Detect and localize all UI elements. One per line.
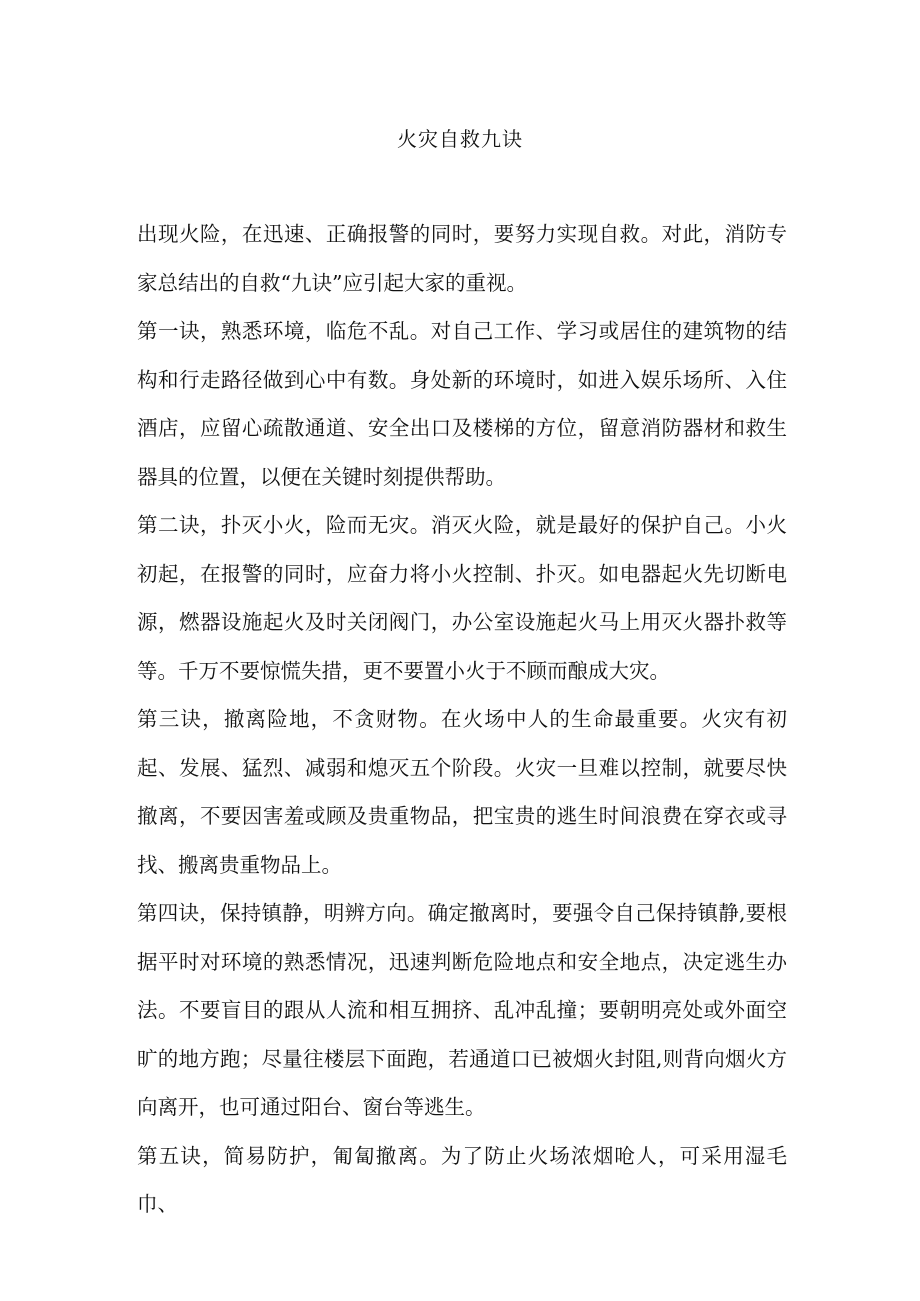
document-title: 火灾自救九诀 (397, 127, 523, 151)
paragraph-rule-2: 第二诀，扑灭小火，险而无灾。消灭火险，就是最好的保护自己。小火初起，在报警的同时，应奋力将小火控制、扑灭。如电器起火先切断电源，燃器设施起火及时关闭阀门，办公室设施起火马上用灭火器扑救等等。千万不要惊慌失措，更不要置小火于不顾而酿成大灾。 (137, 513, 787, 683)
paragraph-rule-1: 第一诀，熟悉环境，临危不乱。对自己工作、学习或居住的建筑物的结构和行走路径做到心中有数。身处新的环境时，如进入娱乐场所、入住酒店，应留心疏散通道、安全出口及楼梯的方位，留意消防器材和救生器具的位置，以便在关键时刻提供帮助。 (137, 319, 787, 489)
paragraph-rule-5: 第五诀，简易防护，匍匐撤离。为了防止火场浓烟呛人，可采用湿毛巾、 (137, 1143, 787, 1216)
paragraph-intro: 出现火险，在迅速、正确报警的同时，要努力实现自救。对此，消防专家总结出的自救“九诀”应引起大家的重视。 (137, 222, 787, 295)
paragraph-rule-3: 第三诀，撤离险地，不贪财物。在火场中人的生命最重要。火灾有初起、发展、猛烈、减弱和熄灭五个阶段。火灾一旦难以控制，就要尽快撤离，不要因害羞或顾及贵重物品，把宝贵的逃生时间浪费在穿衣或寻找、搬离贵重物品上。 (137, 707, 787, 877)
paragraph-rule-4: 第四诀，保持镇静，明辨方向。确定撤离时，要强令自己保持镇静,要根据平时对环境的熟悉情况，迅速判断危险地点和安全地点，决定逃生办法。不要盲目的跟从人流和相互拥挤、乱冲乱撞；要朝明亮处或外面空旷的地方跑；尽量往楼层下面跑，若通道口已被烟火封阻,则背向烟火方向离开，也可通过阳台、窗台等逃生。 (137, 901, 787, 1119)
document-body (137, 210, 787, 1229)
